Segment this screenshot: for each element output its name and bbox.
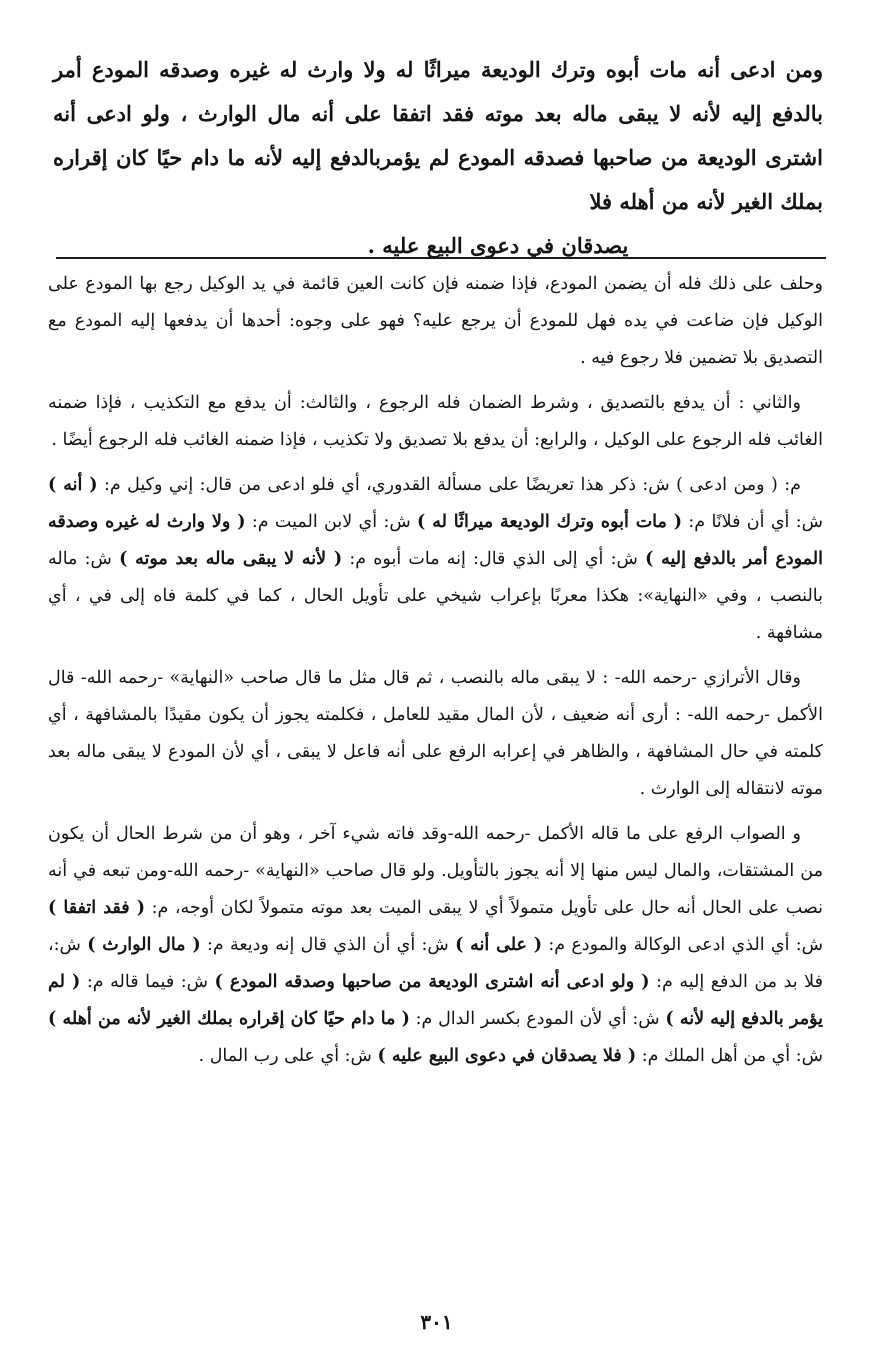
p3-segment-4: ش: أي إلى الذي قال: إنه مات أبوه م: <box>342 549 646 569</box>
p5-segment-4: ش:، فلا بد من الدفع إليه م: <box>48 935 823 992</box>
commentary-paragraph-1: وحلف على ذلك فله أن يضمن المودع، فإذا ضمنه فإن كانت العين قائمة في يد الوكيل رجع بها المودع على الوكيل فإن ضاعت في يده فهل للمودع أن يرجع عليه؟ فهو على وجوه: أحدها أن يدفعها إليه المودع مع التصديق بلا تضمين فلا رجوع فيه . <box>48 274 823 368</box>
p5-quote-6: ( ما دام حيًا كان إقراره بملك الغير لأنه من أهله ) <box>48 1009 410 1029</box>
p3-quote-3: ( ولا وارث له غيره وصدقه المودع أمر بالدفع إليه ) <box>48 512 823 569</box>
matn-last-line: يصدقان في دعوى البيع عليه . <box>367 233 629 258</box>
p3-segment-3: ش: أي لابن الميت م: <box>245 512 418 532</box>
p5-quote-1: ( فقد اتفقا ) <box>48 898 146 918</box>
p3-segment-1: م: ( ومن ادعى ) ش: ذكر هذا تعريضًا على مسألة القدوري، أي فلو ادعى من قال: إني وكيل م: <box>97 475 801 495</box>
p3-quote-2: ( مات أبوه وترك الوديعة ميراثًا له ) <box>417 512 683 532</box>
p5-segment-6: ش: أي لأن المودع بكسر الدال م: <box>409 1009 666 1029</box>
commentary-block <box>48 266 823 1083</box>
p3-quote-1: ( أنه ) <box>48 475 98 495</box>
p5-quote-3: ( مال الوارث ) <box>87 935 201 955</box>
p5-segment-3: ش: أي أن الذي قال إنه وديعة م: <box>200 935 456 955</box>
page-number: ٣٠١ <box>420 1310 453 1334</box>
p3-quote-4: ( لأنه لا يبقى ماله بعد موته ) <box>119 549 343 569</box>
commentary-paragraph-2: والثاني : أن يدفع بالتصديق ، وشرط الضمان فله الرجوع ، والثالث: أن يدفع مع التكذيب ، فإذا ضمنه الغائب فله الرجوع على الوكيل ، والرابع: أن يدفع بلا تصديق ولا تكذيب ، فإذا ضمنه الغائب فله الرجوع أيضًا . <box>48 393 823 450</box>
p5-segment-7: ش: أي من أهل الملك م: <box>636 1046 823 1066</box>
p5-quote-2: ( على أنه ) <box>455 935 543 955</box>
p5-segment-1: و الصواب الرفع على ما قاله الأكمل -رحمه الله-وقد فاته شيء آخر ، وهو أن من شرط الحال أن يكون من المشتقات، والمال ليس منها إلا أنه يجوز بالتأويل. ولو قال صاحب «النهاية» -رحمه الله-ومن تبعه في أنه نصب على الحال أنه حال على تأويل متمولاً أي لا يبقى الميت بعد موته متمولاً لكان أوجه، م: <box>48 824 824 918</box>
commentary-paragraph-3 <box>48 467 823 652</box>
p3-segment-2: ش: أي أن فلانًا م: <box>682 512 823 532</box>
matn-text-block <box>53 48 823 268</box>
p5-quote-4: ( ولو ادعى أنه اشترى الوديعة من صاحبها وصدقه المودع ) <box>214 972 650 992</box>
p5-quote-7: ( فلا يصدقان في دعوى البيع عليه ) <box>377 1046 637 1066</box>
p5-segment-2: ش: أي الذي ادعى الوكالة والمودع م: <box>542 935 824 955</box>
p3-segment-5: ش: ماله بالنصب ، وفي «النهاية»: هكذا معربًا بإعراب شيخي على تأويل الحال ، كما في كلمة فاه إلى في ، أي مشافهة . <box>48 549 823 643</box>
commentary-paragraph-4: وقال الأترازي -رحمه الله- : لا يبقى ماله بالنصب ، ثم قال مثل ما قال صاحب «النهاية» -رحمه الله- قال الأكمل -رحمه الله- : أرى أنه ضعيف ، لأن المال مقيد للعامل ، فكلمته يجوز أن يكون مقيدًا بالمشافهة ، أي كلمته في حال المشافهة ، والظاهر في إعرابه الرفع على أنه فاعل لا يبقى ، أي لأن المودع لا يبقى ماله بعد موته لانتقاله إلى الوارث . <box>48 668 823 799</box>
p5-segment-8: ش: أي على رب المال . <box>198 1046 378 1066</box>
commentary-paragraph-5 <box>48 816 823 1075</box>
matn-text: ومن ادعى أنه مات أبوه وترك الوديعة ميراثًا له ولا وارث له غيره وصدقه المودع أمر بالدفع إليه لأنه لا يبقى ماله بعد موته فقد اتفقا على أنه مال الوارث ، ولو ادعى أنه اشترى الوديعة من صاحبها فصدقه المودع لم يؤمربالدفع إليه لأنه ما دام حيًا كان إقراره بملك الغير لأنه من أهله فلا <box>53 57 823 214</box>
p5-segment-5: ش: فيما قاله م: <box>80 972 215 992</box>
p5-quote-5: ( لم يؤمر بالدفع إليه لأنه ) <box>48 972 823 1029</box>
section-divider <box>56 257 826 259</box>
